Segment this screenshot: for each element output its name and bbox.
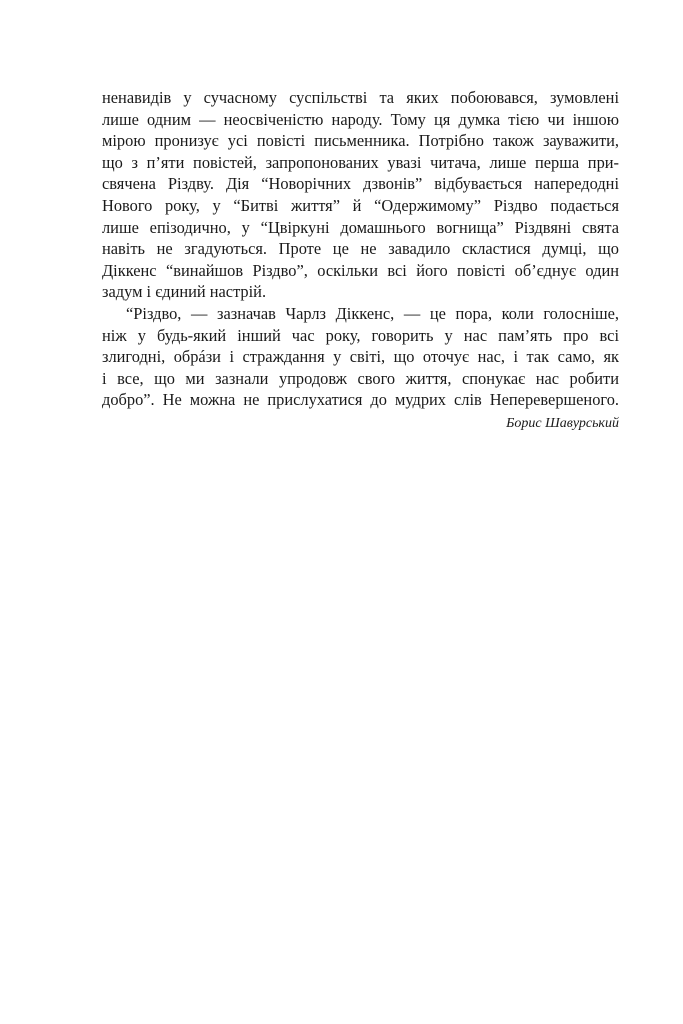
text-line: Нового року, у “Битві життя” й “Одержимому” Різдво подається xyxy=(102,195,619,215)
author-signature: Борис Шавурський xyxy=(506,415,619,431)
text-line: що з п’яти повістей, запропонованих увазі читача, лише перша при- xyxy=(102,152,619,172)
text-line: навіть не згадуються. Проте це не завадило скластися думці, що xyxy=(102,239,619,259)
text-line: лише одним — неосвіченістю народу. Тому ця думка тією чи іншою xyxy=(102,109,619,129)
text-line: Діккенс “винайшов Різдво”, оскільки всі його повісті об’єднує один xyxy=(102,260,619,280)
text-line: і все, що ми зазнали упродовж свого життя, спонукає нас робити xyxy=(102,368,619,388)
text-line: свячена Різдву. Дія “Новорічних дзвонів” відбувається напередодні xyxy=(102,174,619,194)
text-line: мірою пронизує усі повісті письменника. Потрібно також зауважити, xyxy=(102,131,619,151)
text-line: ненавидів у сучасному суспільстві та яких побоювався, зумовлені xyxy=(102,88,619,107)
text-line: злигодні, обрáзи і страждання у світі, що оточує нас, і так само, як xyxy=(102,347,619,367)
paragraph-2 xyxy=(102,303,619,411)
text-line: задум і єдиний настрій. xyxy=(102,282,267,302)
text-line: добро”. Не можна не прислухатися до мудрих слів Неперевершеного. xyxy=(102,390,619,410)
text-line: “Різдво, — зазначав Чарлз Діккенс, — це пора, коли голосніше, xyxy=(126,303,619,323)
text-line: лише епізодично, у “Цвіркуні домашнього вогнища” Різдвяні свята xyxy=(102,217,619,237)
body-text xyxy=(102,87,619,433)
paragraph-1 xyxy=(102,87,619,303)
text-line: ніж у будь-який інший час року, говорить у нас пам’ять про всі xyxy=(102,325,619,345)
